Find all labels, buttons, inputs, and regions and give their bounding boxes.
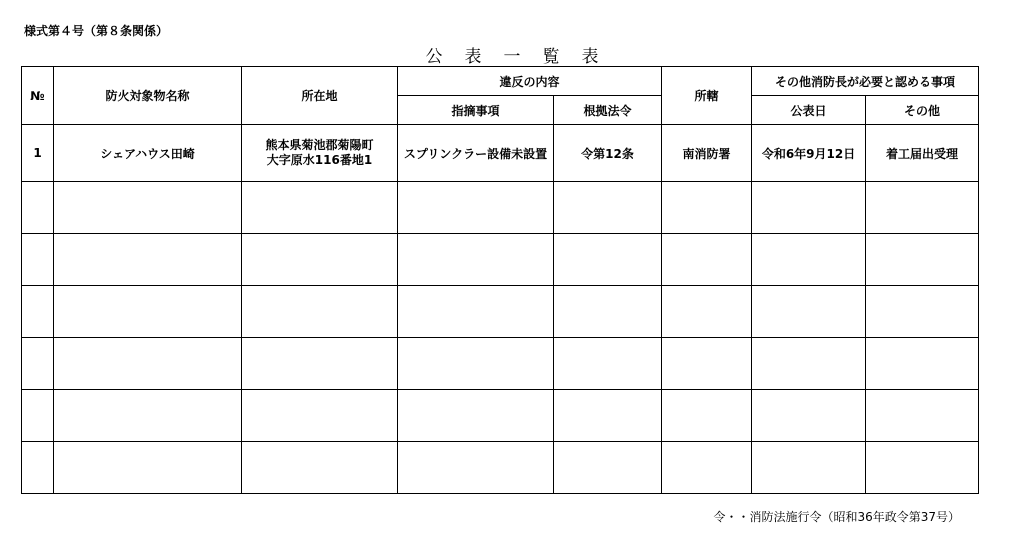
header-violation-law: 根拠法令 [554, 96, 662, 125]
cell-location [242, 125, 398, 182]
empty-row [22, 286, 979, 338]
header-other: その他 [866, 96, 979, 125]
header-location: 所在地 [242, 67, 398, 125]
page-title: 公表一覧表 [425, 47, 621, 67]
cell-name: シェアハウス田崎 [54, 125, 242, 182]
cell-other: 着工届出受理 [866, 125, 979, 182]
empty-row [22, 442, 979, 494]
cell-publish-date: 令和6年9月12日 [752, 125, 866, 182]
empty-row [22, 338, 979, 390]
cell-location-line1: 熊本県菊池郡菊陽町 [265, 138, 374, 152]
header-violation-item: 指摘事項 [398, 96, 554, 125]
header-jurisdiction: 所轄 [662, 67, 752, 125]
header-row-1 [22, 67, 979, 96]
empty-row [22, 390, 979, 442]
cell-violation-item: スプリンクラー設備未設置 [398, 125, 554, 182]
cell-location-line2: 大字原水116番地1 [266, 153, 373, 167]
footnote: 令・・消防法施行令（昭和36年政令第37号） [713, 510, 960, 524]
header-no: № [22, 67, 54, 125]
header-violation: 違反の内容 [398, 67, 662, 96]
disclosure-table [21, 66, 979, 494]
table-row [22, 125, 979, 182]
header-other-group: その他消防長が必要と認める事項 [752, 67, 979, 96]
form-number-label: 様式第４号（第８条関係） [24, 24, 169, 38]
cell-no: 1 [22, 125, 54, 182]
empty-row [22, 182, 979, 234]
header-name: 防火対象物名称 [54, 67, 242, 125]
header-publish-date: 公表日 [752, 96, 866, 125]
cell-jurisdiction: 南消防署 [662, 125, 752, 182]
cell-violation-law: 令第12条 [554, 125, 662, 182]
empty-row [22, 234, 979, 286]
